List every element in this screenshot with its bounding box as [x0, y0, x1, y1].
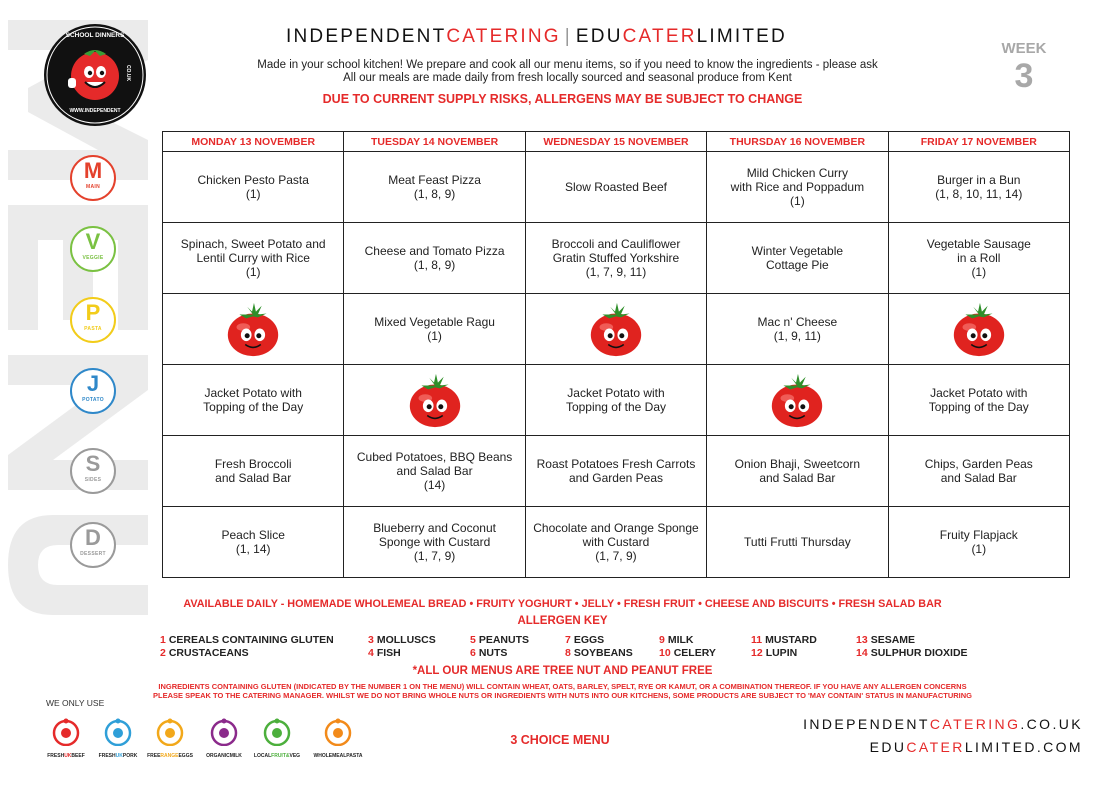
- menu-cell-line: Cottage Pie: [766, 258, 829, 272]
- menu-cell-line: Topping of the Day: [565, 400, 667, 414]
- allergen-number: 4: [368, 647, 374, 659]
- week-number: 3: [1014, 57, 1034, 95]
- menu-row: [163, 436, 1070, 507]
- sourcing-caption-c: MILK: [229, 753, 242, 759]
- brand-catering: CATERING: [446, 26, 561, 47]
- menu-cell-line: (1, 8, 10, 11, 14): [935, 187, 1023, 201]
- website-educater: [870, 739, 1083, 755]
- menu-cell-line: Chocolate and Orange Sponge: [533, 521, 699, 535]
- allergen-number: 1: [160, 634, 166, 646]
- allergen-name: EGGS: [573, 634, 605, 646]
- sourcing-badge: [308, 718, 368, 759]
- category-sides-icon: [70, 448, 116, 494]
- menu-cell-line: and Salad Bar: [215, 471, 292, 485]
- allergen-key-title: ALLERGEN KEY: [517, 615, 608, 627]
- menu-cell-line: Topping of the Day: [928, 400, 1029, 414]
- category-pasta-icon: [70, 297, 116, 343]
- allergen-column: [368, 634, 436, 660]
- brand-independent: INDEPENDENT: [286, 26, 447, 47]
- menu-cell: [163, 507, 344, 578]
- allergen-column: [565, 634, 633, 660]
- sourcing-caption-a: ORGANIC: [206, 753, 230, 759]
- menu-cell-line: (1): [971, 265, 987, 279]
- sourcing-caption-c: PASTA: [346, 753, 363, 759]
- category-letter: M: [83, 158, 103, 183]
- day-header: FRIDAY 17 NOVEMBER: [888, 132, 1069, 152]
- allergen-name: CELERY: [673, 647, 716, 659]
- menu-row: [163, 294, 1070, 365]
- allergen-column: [659, 634, 716, 660]
- menu-cell: [707, 152, 888, 223]
- allergen-item: [751, 634, 817, 647]
- category-word: DESSERT: [80, 551, 106, 557]
- menu-row: [163, 223, 1070, 294]
- menu-cell: [344, 365, 525, 436]
- allergen-number: 11: [751, 634, 763, 646]
- logo-text-side: CO.UK: [125, 64, 132, 82]
- allergen-name: LUPIN: [765, 647, 798, 659]
- category-veggie-icon: [70, 226, 116, 272]
- menu-cell-line: (1, 8, 9): [413, 258, 456, 272]
- menu-cell-line: (1, 7, 9, 11): [585, 265, 647, 279]
- menu-cell-line: Topping of the Day: [203, 400, 304, 414]
- tree-nut-notice: *ALL OUR MENUS ARE TREE NUT AND PEANUT FREE: [412, 665, 713, 677]
- sourcing-badge: [88, 718, 148, 759]
- menu-cell-line: Slow Roasted Beef: [564, 180, 667, 194]
- sourcing-caption-b: UK: [115, 753, 123, 759]
- allergen-number: 10: [659, 647, 671, 659]
- allergen-item: [368, 647, 436, 660]
- sourcing-caption: [247, 753, 307, 759]
- intro-line-1: Made in your school kitchen! We prepare and cook all our menu items, so if you need to know the ingredients - please ask: [257, 59, 878, 71]
- logo-text-bottom: WWW.INDEPENDENT: [69, 108, 121, 114]
- menu-cell-line: Jacket Potato with: [930, 386, 1028, 400]
- menu-cell-line: (1): [790, 194, 805, 208]
- menu-cell-line: (1): [245, 265, 261, 279]
- site2-b: CATER: [906, 739, 965, 755]
- sourcing-caption-a: FRESH: [47, 753, 65, 759]
- site2-d: .COM: [1036, 739, 1083, 755]
- allergen-name: FISH: [376, 647, 401, 659]
- menu-cell: [888, 507, 1069, 578]
- allergen-name: MUSTARD: [765, 634, 817, 646]
- menu-cell: [888, 365, 1069, 436]
- menu-cell-line: (1, 14): [235, 542, 271, 556]
- allergen-item: [160, 647, 334, 660]
- menu-cell-line: Tutti Frutti Thursday: [744, 535, 851, 549]
- brand-separator: |: [564, 26, 572, 47]
- sourcing-caption-a: FREE: [147, 753, 161, 759]
- allergen-item: [659, 634, 716, 647]
- sourcing-caption-c: VEG: [289, 753, 301, 759]
- available-daily: AVAILABLE DAILY - HOMEMADE WHOLEMEAL BREAD • FRUITY YOGHURT • JELLY • FRESH FRUIT • CHEESE AND BISCUITS • FRESH SALAD BAR: [183, 598, 942, 610]
- allergen-number: 9: [659, 634, 665, 646]
- menu-cell: [707, 507, 888, 578]
- brand-cater: CATER: [622, 26, 697, 47]
- we-only-use-label: WE ONLY USE: [46, 698, 105, 708]
- menu-cell: [707, 365, 888, 436]
- allergen-name: CRUSTACEANS: [168, 647, 249, 659]
- wheat-icon: [324, 718, 352, 746]
- allergen-number: 12: [751, 647, 763, 659]
- menu-cell: [888, 152, 1069, 223]
- cow-icon: [52, 718, 80, 746]
- menu-cell: [525, 294, 706, 365]
- menu-cell: [344, 507, 525, 578]
- menu-cell: [163, 223, 344, 294]
- category-letter: V: [85, 229, 101, 254]
- menu-cell-line: Broccoli and Cauliflower: [551, 237, 681, 251]
- menu-cell-line: with Custard: [582, 535, 650, 549]
- menu-cell: [525, 152, 706, 223]
- menu-cell-line: and Salad Bar: [396, 464, 473, 478]
- menu-cell: [163, 152, 344, 223]
- allergen-number: 6: [470, 647, 476, 659]
- allergen-item: [470, 634, 529, 647]
- category-main-icon: [70, 155, 116, 201]
- category-word: VEGGIE: [82, 255, 104, 261]
- sourcing-badge: [194, 718, 254, 759]
- menu-cell: [163, 294, 344, 365]
- allergen-number: 3: [368, 634, 374, 646]
- logo-text-top: SCHOOL DINNERS: [65, 32, 125, 39]
- gluten-note-1: INGREDIENTS CONTAINING GLUTEN (INDICATED BY THE NUMBER 1 ON THE MENU) WILL CONTAIN WHEAT, OATS, BARLEY, SPELT, RYE OR KAMUT, OR A COMBINATION THEREOF. IF YOU HAVE ANY ALLERGEN CONCERNS: [158, 682, 967, 691]
- sourcing-badge: [247, 718, 307, 759]
- allergen-item: [368, 634, 436, 647]
- menu-cell-line: (1, 7, 9): [413, 549, 456, 563]
- allergen-column: [160, 634, 334, 660]
- menu-cell: [344, 223, 525, 294]
- menu-cell: [163, 436, 344, 507]
- week-label: WEEK: [1001, 40, 1047, 57]
- site2-c: LIMITED: [964, 739, 1037, 755]
- menu-cell: [163, 365, 344, 436]
- tomato-mascot-icon: [404, 369, 466, 431]
- supply-notice: DUE TO CURRENT SUPPLY RISKS, ALLERGENS MAY BE SUBJECT TO CHANGE: [322, 92, 803, 106]
- allergen-name: NUTS: [478, 647, 508, 659]
- category-letter: J: [86, 371, 100, 396]
- menu-cell-line: (1): [245, 187, 261, 201]
- menu-cell-line: Peach Slice: [221, 528, 285, 542]
- category-word: POTATO: [82, 397, 104, 403]
- allergen-name: SULPHUR DIOXIDE: [870, 647, 968, 659]
- allergen-name: PEANUTS: [478, 634, 530, 646]
- menu-cell-line: Sponge with Custard: [378, 535, 491, 549]
- allergen-name: SESAME: [870, 634, 916, 646]
- pig-icon: [104, 718, 132, 746]
- allergen-item: [856, 647, 968, 660]
- sourcing-badge: [36, 718, 96, 759]
- menu-row: [163, 365, 1070, 436]
- day-header: THURSDAY 16 NOVEMBER: [707, 132, 888, 152]
- day-header: TUESDAY 14 NOVEMBER: [344, 132, 525, 152]
- allergen-number: 5: [470, 634, 476, 646]
- menu-cell-line: Roast Potatoes Fresh Carrots: [536, 457, 696, 471]
- menu-cell-line: Onion Bhaji, Sweetcorn: [734, 457, 861, 471]
- tomato-mascot-icon: [585, 298, 647, 360]
- tomato-mascot-icon: [222, 298, 284, 360]
- menu-cell-line: Gratin Stuffed Yorkshire: [552, 251, 680, 265]
- sourcing-caption-b: UK: [64, 753, 72, 759]
- allergen-name: MOLLUSCS: [376, 634, 436, 646]
- category-letter: P: [85, 300, 101, 325]
- menu-cell: [525, 223, 706, 294]
- menu-cell-line: Fruity Flapjack: [939, 528, 1018, 542]
- sourcing-badge: [140, 718, 200, 759]
- brand-title: [286, 26, 787, 48]
- sourcing-caption-a: WHOLEMEAL: [313, 753, 347, 759]
- menu-cell-line: Cheese and Tomato Pizza: [364, 244, 505, 258]
- category-word: MAIN: [86, 184, 100, 190]
- menu-cell: [707, 294, 888, 365]
- menu-cell: [525, 436, 706, 507]
- allergen-item: [160, 634, 334, 647]
- menu-cell: [344, 436, 525, 507]
- menu-cell-line: Mild Chicken Curry: [746, 166, 849, 180]
- menu-table: [162, 131, 1070, 578]
- apple-icon: [263, 718, 291, 746]
- gluten-note-2: PLEASE SPEAK TO THE CATERING MANAGER. WHILST WE DO NOT BRING WHOLE NUTS OR INGREDIENTS WITH NUTS INTO OUR KITCHENS, SOME PRODUCTS ARE SUBJECT TO 'MAY CONTAIN' STATUS IN MANUFACTURING: [152, 691, 972, 700]
- three-choice-menu: 3 CHOICE MENU: [510, 733, 610, 747]
- menu-cell-line: (14): [423, 478, 446, 492]
- menu-cell: [525, 365, 706, 436]
- category-potato-icon: [70, 368, 116, 414]
- menu-cell-line: Cubed Potatoes, BBQ Beans: [356, 450, 513, 464]
- allergen-number: 13: [856, 634, 868, 646]
- menu-row: [163, 507, 1070, 578]
- allergen-name: MILK: [667, 634, 694, 646]
- menu-cell: [888, 436, 1069, 507]
- menu-cell-line: Meat Feast Pizza: [388, 173, 481, 187]
- category-letter: D: [85, 525, 101, 550]
- category-word: PASTA: [84, 326, 102, 332]
- allergen-item: [565, 647, 633, 660]
- menu-cell-line: Chips, Garden Peas: [924, 457, 1033, 471]
- allergen-number: 14: [856, 647, 868, 659]
- category-dessert-icon: [70, 522, 116, 568]
- week-indicator: [984, 40, 1064, 95]
- allergen-item: [751, 647, 817, 660]
- intro-line-2: All our meals are made daily from fresh locally sourced and seasonal produce from Kent: [343, 72, 792, 84]
- school-dinners-logo: [44, 24, 146, 126]
- brand-edu: EDU: [575, 26, 623, 47]
- sourcing-caption-a: FRESH: [98, 753, 116, 759]
- menu-cell: [344, 152, 525, 223]
- menu-cell-line: Burger in a Bun: [937, 173, 1021, 187]
- allergen-item: [659, 647, 716, 660]
- menu-cell-line: Mixed Vegetable Ragu: [374, 315, 495, 329]
- menu-cell-line: (1): [427, 329, 442, 343]
- site1-c: .CO.UK: [1020, 716, 1083, 732]
- menu-cell-line: with Rice and Poppadum: [730, 180, 865, 194]
- menu-cell-line: Lentil Curry with Rice: [196, 251, 310, 265]
- sourcing-caption-b: RANGE: [160, 753, 179, 759]
- menu-cell-line: Fresh Broccoli: [214, 457, 292, 471]
- menu-cell-line: Chicken Pesto Pasta: [197, 173, 309, 187]
- day-header-row: [163, 132, 1070, 152]
- menu-cell: [888, 294, 1069, 365]
- menu-cell-line: Winter Vegetable: [751, 244, 844, 258]
- menu-cell-line: (1, 9, 11): [773, 329, 821, 343]
- allergen-name: CEREALS CONTAINING GLUTEN: [168, 634, 334, 646]
- allergen-number: 2: [160, 647, 166, 659]
- day-header: WEDNESDAY 15 NOVEMBER: [525, 132, 706, 152]
- allergen-column: [470, 634, 529, 660]
- menu-cell-line: Mac n' Cheese: [757, 315, 838, 329]
- allergen-item: [856, 634, 968, 647]
- menu-cell-line: (1, 7, 9): [595, 549, 637, 563]
- allergen-column: [751, 634, 817, 660]
- menu-cell-line: Vegetable Sausage: [926, 237, 1031, 251]
- chicken-icon: [156, 718, 184, 746]
- category-letter: S: [85, 451, 101, 476]
- menu-cell: [707, 436, 888, 507]
- menu-cell-line: and Salad Bar: [940, 471, 1017, 485]
- sourcing-caption-c: EGGS: [178, 753, 193, 759]
- tomato-mascot-icon: [766, 369, 828, 431]
- menu-cell-line: (1, 8, 9): [413, 187, 456, 201]
- menu-cell-line: Jacket Potato with: [204, 386, 302, 400]
- sourcing-caption: [308, 753, 368, 759]
- allergen-column: [856, 634, 968, 660]
- menu-row: [163, 152, 1070, 223]
- menu-cell: [888, 223, 1069, 294]
- website-independent-catering: [803, 716, 1083, 732]
- site1-a: INDEPENDENT: [803, 716, 930, 732]
- menu-cell-line: in a Roll: [957, 251, 1001, 265]
- allergen-item: [565, 634, 633, 647]
- sourcing-caption-a: LOCAL: [253, 753, 272, 759]
- site1-b: CATERING: [929, 716, 1021, 732]
- milk-cow-icon: [210, 718, 238, 746]
- menu-cell-line: and Garden Peas: [568, 471, 664, 485]
- menu-cell-line: Jacket Potato with: [567, 386, 665, 400]
- allergen-item: [470, 647, 529, 660]
- allergen-name: SOYBEANS: [573, 647, 633, 659]
- day-header: MONDAY 13 NOVEMBER: [163, 132, 344, 152]
- sourcing-caption-c: PORK: [122, 753, 138, 759]
- sourcing-caption-c: BEEF: [71, 753, 85, 759]
- tomato-mascot-icon: [948, 298, 1010, 360]
- allergen-number: 8: [565, 647, 571, 659]
- sourcing-caption: [88, 753, 148, 759]
- menu-cell-line: Blueberry and Coconut: [373, 521, 496, 535]
- brand-limited: LIMITED: [696, 26, 787, 47]
- sourcing-caption: [194, 753, 254, 759]
- menu-cell-line: Spinach, Sweet Potato and: [180, 237, 326, 251]
- allergen-number: 7: [565, 634, 571, 646]
- menu-cell-line: (1): [971, 542, 987, 556]
- sourcing-caption: [36, 753, 96, 759]
- sourcing-caption: [140, 753, 200, 759]
- category-word: SIDES: [84, 477, 102, 483]
- sourcing-caption-b: FRUIT&: [271, 753, 290, 759]
- menu-cell: [707, 223, 888, 294]
- menu-cell: [344, 294, 525, 365]
- menu-cell: [525, 507, 706, 578]
- menu-cell-line: and Salad Bar: [759, 471, 836, 485]
- site2-a: EDU: [869, 739, 907, 755]
